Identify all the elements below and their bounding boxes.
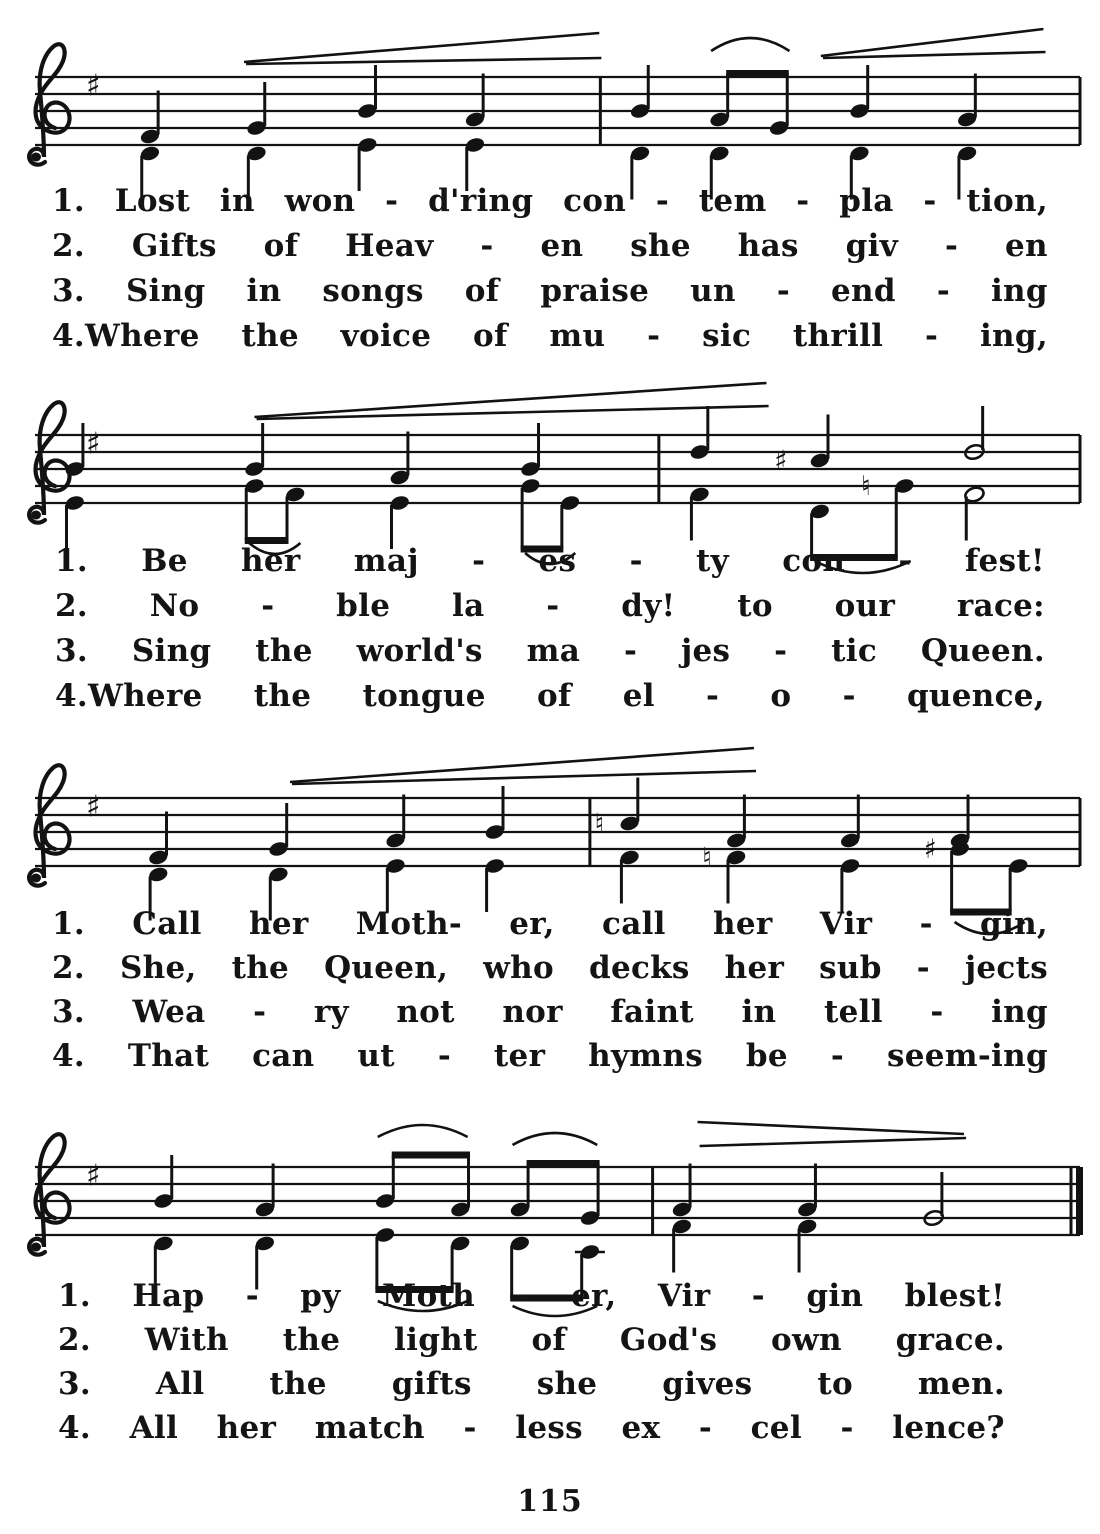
lyric-token: gifts	[391, 1366, 472, 1402]
lyric-token: in	[741, 994, 777, 1030]
notehead	[268, 866, 290, 884]
notehead	[949, 832, 971, 850]
lyric-token: jects	[964, 950, 1048, 986]
lyric-token: world's	[356, 633, 483, 669]
notehead	[1008, 857, 1030, 875]
notehead	[147, 849, 169, 867]
notehead	[619, 849, 641, 867]
lyric-token: seem-ing	[886, 1038, 1048, 1074]
notehead	[246, 119, 268, 137]
lyric-token: blest!	[904, 1278, 1005, 1314]
slur	[378, 1125, 468, 1137]
notehead	[956, 111, 978, 129]
notehead	[839, 832, 861, 850]
lyric-token: in	[219, 183, 255, 219]
lyric-token: match	[314, 1410, 425, 1446]
notehead	[520, 477, 542, 495]
notehead	[268, 840, 290, 858]
lyric-token: er,	[570, 1278, 617, 1314]
lyric-token: the	[255, 633, 313, 669]
lyric-token: -	[840, 1410, 854, 1446]
key-signature-sharp: ♯	[86, 1158, 101, 1194]
hairpin-line	[823, 52, 1046, 58]
lyric-token: ty	[696, 543, 729, 579]
notehead	[254, 1201, 276, 1219]
lyric-line	[55, 633, 1045, 669]
lyric-token: tongue	[362, 678, 486, 714]
lyric-token: She,	[119, 950, 197, 986]
slur	[711, 38, 789, 51]
notehead	[244, 460, 266, 478]
notehead	[709, 111, 731, 129]
lyric-token: 1.	[55, 543, 88, 579]
lyric-token: er,	[509, 906, 555, 942]
lyric-token: ex	[621, 1410, 661, 1446]
page-number: 115	[517, 1484, 583, 1519]
slur	[513, 1133, 598, 1145]
lyric-token: jes	[680, 633, 731, 669]
lyric-token: sic	[702, 318, 752, 354]
lyric-line	[58, 1278, 1005, 1314]
natural-accidental: ♮	[594, 808, 605, 840]
notehead	[389, 469, 411, 487]
lyric-token: en	[540, 228, 584, 264]
lyric-token: Heav	[345, 228, 434, 264]
lyric-token: 4.Where	[52, 318, 200, 354]
treble-clef-dot	[31, 1243, 41, 1252]
lyric-token: grace.	[895, 1322, 1005, 1358]
lyric-token: o	[770, 678, 792, 714]
lyric-token: maj	[353, 543, 419, 579]
lyric-token: 3.	[52, 994, 85, 1030]
lyric-token: of	[464, 273, 500, 309]
lyric-token: light	[394, 1322, 478, 1358]
notehead	[139, 145, 161, 163]
lyric-token: -	[916, 950, 930, 986]
hairpin-line	[700, 1138, 966, 1146]
lyric-token: es	[538, 543, 577, 579]
notehead	[385, 857, 407, 875]
notehead	[356, 136, 378, 154]
lyric-token: Queen.	[920, 633, 1045, 669]
lyric-token: Be	[141, 543, 188, 579]
notehead	[64, 460, 86, 478]
notehead	[964, 443, 986, 461]
lyric-token: 1.	[58, 1278, 91, 1314]
lyric-token: Vir	[819, 906, 873, 942]
treble-clef-icon	[29, 765, 69, 885]
lyric-token: un	[690, 273, 736, 309]
notehead	[768, 119, 790, 137]
lyric-line	[58, 1366, 1005, 1402]
notehead	[64, 494, 86, 512]
lyric-token: fest!	[964, 543, 1045, 579]
lyric-token: Queen,	[324, 950, 449, 986]
lyric-token: end	[830, 273, 896, 309]
lyric-token: -	[245, 1278, 259, 1314]
notehead	[849, 102, 871, 120]
lyric-line	[55, 678, 1045, 714]
lyric-token: she	[536, 1366, 598, 1402]
lyric-line	[52, 318, 1048, 354]
notehead	[725, 849, 747, 867]
notehead	[839, 857, 861, 875]
key-signature-sharp: ♯	[86, 426, 101, 462]
notehead	[385, 832, 407, 850]
lyric-token: lence?	[892, 1410, 1005, 1446]
lyric-line	[52, 906, 1048, 942]
lyric-token: -	[930, 994, 944, 1030]
lyric-token: of	[473, 318, 508, 354]
key-signature-sharp: ♯	[86, 789, 101, 825]
lyric-token: Sing	[125, 273, 206, 309]
lyric-line	[58, 1322, 1005, 1358]
lyric-token: Sing	[131, 633, 212, 669]
lyric-token: 1.	[52, 183, 85, 219]
lyric-token: 4.	[58, 1410, 91, 1446]
lyric-line	[52, 273, 1048, 309]
lyric-token: -	[655, 183, 670, 219]
lyric-token: God's	[619, 1322, 718, 1358]
lyric-token: our	[834, 588, 896, 624]
notehead	[139, 128, 161, 146]
lyric-token: 1.	[52, 906, 85, 942]
notehead	[619, 815, 641, 833]
lyric-token: of	[263, 228, 299, 264]
lyric-token: Moth-	[355, 906, 462, 942]
lyric-token: the	[269, 1366, 327, 1402]
lyric-token: Call	[132, 906, 202, 942]
notehead	[671, 1201, 693, 1219]
lyric-token: con	[782, 543, 846, 579]
lyric-token: Hap	[132, 1278, 205, 1314]
lyric-token: -	[698, 1410, 713, 1446]
notehead	[849, 145, 871, 163]
lyric-token: ing	[991, 994, 1048, 1030]
final-barline	[1076, 1167, 1083, 1235]
lyric-token: con	[563, 183, 627, 219]
hairpin-line	[246, 58, 601, 64]
treble-clef-dot	[31, 511, 41, 520]
lyric-token: the	[241, 318, 299, 354]
verse-block-1	[52, 183, 1048, 383]
lyric-token: giv	[845, 228, 899, 264]
lyric-token: -	[623, 633, 638, 669]
lyric-token: Gifts	[131, 228, 217, 264]
lyric-token: Vir	[657, 1278, 711, 1314]
notehead	[956, 145, 978, 163]
lyric-token: -	[253, 994, 267, 1030]
lyric-token: With	[144, 1322, 229, 1358]
notehead	[579, 1209, 601, 1227]
lyric-token: her	[216, 1410, 277, 1446]
lyric-token: of	[531, 1322, 567, 1358]
notehead	[374, 1192, 396, 1210]
lyric-token: thrill	[792, 318, 884, 354]
lyric-token: ter	[493, 1038, 546, 1074]
lyric-token: not	[396, 994, 455, 1030]
hairpin-line	[821, 29, 1044, 56]
lyric-line	[52, 950, 1048, 986]
notehead	[671, 1218, 693, 1236]
lyric-token: tion,	[966, 183, 1048, 219]
lyric-token: 3.	[55, 633, 88, 669]
verse-block-4	[58, 1278, 1005, 1478]
treble-clef-dot	[31, 153, 41, 162]
lyric-token: own	[771, 1322, 842, 1358]
lyric-token: -	[776, 273, 790, 309]
lyric-token: -	[706, 678, 720, 714]
lyric-token: ing,	[979, 318, 1048, 354]
notehead	[153, 1235, 175, 1253]
lyric-line	[52, 1038, 1048, 1074]
lyric-token: tell	[823, 994, 883, 1030]
lyric-token: -	[923, 183, 937, 219]
lyric-line	[55, 588, 1045, 624]
natural-accidental: ♮	[702, 842, 712, 874]
lyric-token: Lost	[114, 183, 191, 219]
lyric-token: gin,	[980, 906, 1048, 942]
lyric-token: faint	[610, 994, 694, 1030]
lyric-token: decks	[588, 950, 690, 986]
lyric-token: to	[817, 1366, 853, 1402]
lyric-token: -	[751, 1278, 765, 1314]
lyric-token: That	[127, 1038, 210, 1074]
lyric-token: won	[284, 183, 356, 219]
notehead	[725, 832, 747, 850]
lyric-token: en	[1005, 228, 1048, 264]
hairpin-line	[292, 771, 756, 784]
lyric-token: tic	[831, 633, 877, 669]
notehead	[284, 486, 306, 504]
lyric-token: 4.	[52, 1038, 85, 1074]
verse-block-3	[52, 906, 1048, 1106]
lyric-token: the	[253, 678, 312, 714]
lyric-token: men.	[917, 1366, 1005, 1402]
lyric-token: mu	[549, 318, 606, 354]
lyric-line	[52, 228, 1048, 264]
lyric-token: -	[385, 183, 399, 219]
notehead	[579, 1243, 601, 1261]
lyric-token: All	[129, 1410, 179, 1446]
notehead	[894, 477, 916, 495]
lyric-token: -	[472, 543, 486, 579]
lyric-token: 3.	[52, 273, 85, 309]
verse-block-2	[55, 543, 1045, 743]
lyric-token: -	[936, 273, 950, 309]
notehead	[464, 111, 486, 129]
hairpin-line	[257, 406, 769, 419]
lyric-token: who	[483, 950, 554, 986]
lyric-token: 4.Where	[55, 678, 203, 714]
notehead	[964, 486, 986, 504]
lyric-token: ry	[313, 994, 349, 1030]
lyric-token: the	[282, 1322, 341, 1358]
notehead	[509, 1235, 531, 1253]
lyric-token: she	[630, 228, 691, 264]
lyric-token: ing	[990, 273, 1048, 309]
lyric-token: praise	[540, 273, 650, 309]
natural-accidental: ♮	[861, 471, 871, 502]
lyric-token: -	[944, 228, 959, 264]
lyric-token: -	[796, 183, 810, 219]
notehead	[356, 102, 378, 120]
lyric-token: call	[602, 906, 666, 942]
notehead	[147, 866, 169, 884]
hairpin-line	[290, 748, 754, 782]
notehead	[796, 1218, 818, 1236]
notehead	[484, 857, 506, 875]
lyric-token: py	[300, 1278, 341, 1314]
lyric-token: her	[724, 950, 785, 986]
hairpin-line	[254, 383, 766, 417]
lyric-token: el	[622, 678, 655, 714]
lyric-token: -	[480, 228, 494, 264]
lyric-token: -	[842, 678, 856, 714]
lyric-token: d'ring	[428, 183, 534, 219]
lyric-token: -	[546, 588, 560, 624]
lyric-token: 3.	[58, 1366, 91, 1402]
lyric-token: 2.	[52, 228, 85, 264]
lyric-token: the	[231, 950, 290, 986]
hairpin-line	[244, 33, 599, 62]
lyric-token: 2.	[58, 1322, 91, 1358]
notehead	[246, 145, 268, 163]
notehead	[689, 486, 711, 504]
lyric-token: her	[241, 543, 301, 579]
lyric-token: ma	[526, 633, 581, 669]
lyric-line	[52, 183, 1048, 219]
lyric-token: -	[774, 633, 788, 669]
notehead	[559, 494, 581, 512]
treble-clef-icon	[29, 1134, 69, 1254]
lyric-token: -	[437, 1038, 451, 1074]
lyric-token: be	[745, 1038, 788, 1074]
notehead	[809, 503, 831, 521]
key-signature-sharp: ♯	[86, 68, 101, 104]
lyric-token: -	[647, 318, 661, 354]
sharp-accidental: ♯	[923, 834, 937, 865]
lyric-token: nor	[502, 994, 563, 1030]
notehead	[449, 1201, 471, 1219]
lyric-token: gin	[806, 1278, 864, 1314]
hairpin-line	[698, 1122, 964, 1134]
lyric-token: songs	[322, 273, 424, 309]
lyric-token: tem	[698, 183, 767, 219]
notehead	[796, 1201, 818, 1219]
lyric-token: sub	[819, 950, 882, 986]
notehead	[629, 145, 651, 163]
lyric-token: her	[713, 906, 773, 942]
notehead	[484, 823, 506, 841]
notehead	[809, 452, 831, 470]
lyric-token: -	[463, 1410, 477, 1446]
lyric-token: Wea	[132, 994, 206, 1030]
notehead	[949, 840, 971, 858]
lyric-token: can	[252, 1038, 315, 1074]
lyric-token: -	[261, 588, 275, 624]
lyric-token: quence,	[906, 678, 1045, 714]
lyric-token: -	[629, 543, 643, 579]
lyric-token: -	[925, 318, 939, 354]
notehead	[153, 1192, 175, 1210]
lyric-token: hymns	[588, 1038, 703, 1074]
treble-clef-icon	[29, 44, 69, 164]
lyric-token: voice	[340, 318, 432, 354]
lyric-token: -	[898, 543, 912, 579]
lyric-token: to	[737, 588, 773, 624]
notehead	[509, 1201, 531, 1219]
notehead	[689, 443, 711, 461]
lyric-line	[52, 994, 1048, 1030]
notehead	[389, 494, 411, 512]
notehead	[449, 1235, 471, 1253]
lyric-token: gives	[662, 1366, 753, 1402]
notehead	[254, 1235, 276, 1253]
lyric-token: less	[515, 1410, 583, 1446]
lyric-token: -	[830, 1038, 845, 1074]
lyric-token: 2.	[52, 950, 85, 986]
notehead	[923, 1209, 945, 1227]
lyric-token: her	[249, 906, 309, 942]
sharp-accidental: ♯	[774, 445, 788, 477]
notehead	[520, 460, 542, 478]
lyric-line	[55, 543, 1045, 579]
lyric-token: cel	[750, 1410, 802, 1446]
notehead	[464, 136, 486, 154]
lyric-token: la	[452, 588, 485, 624]
lyric-token: race:	[956, 588, 1045, 624]
lyric-token: ble	[336, 588, 391, 624]
lyric-token: pla	[839, 183, 894, 219]
lyric-token: of	[536, 678, 572, 714]
lyric-token: All	[155, 1366, 205, 1402]
treble-clef-icon	[29, 402, 69, 522]
lyric-token: has	[737, 228, 799, 264]
lyric-token: 2.	[55, 588, 88, 624]
notehead	[709, 145, 731, 163]
lyric-line	[58, 1410, 1005, 1446]
notehead	[244, 477, 266, 495]
lyric-token: -	[919, 906, 933, 942]
lyric-token: No	[149, 588, 200, 624]
treble-clef-dot	[31, 874, 41, 883]
lyric-token: dy!	[621, 588, 676, 624]
lyric-token: in	[246, 273, 282, 309]
lyric-token: Moth	[381, 1278, 476, 1314]
lyric-token: ut	[357, 1038, 395, 1074]
lyric-token: -	[516, 1278, 530, 1314]
notehead	[374, 1226, 396, 1244]
notehead	[629, 102, 651, 120]
